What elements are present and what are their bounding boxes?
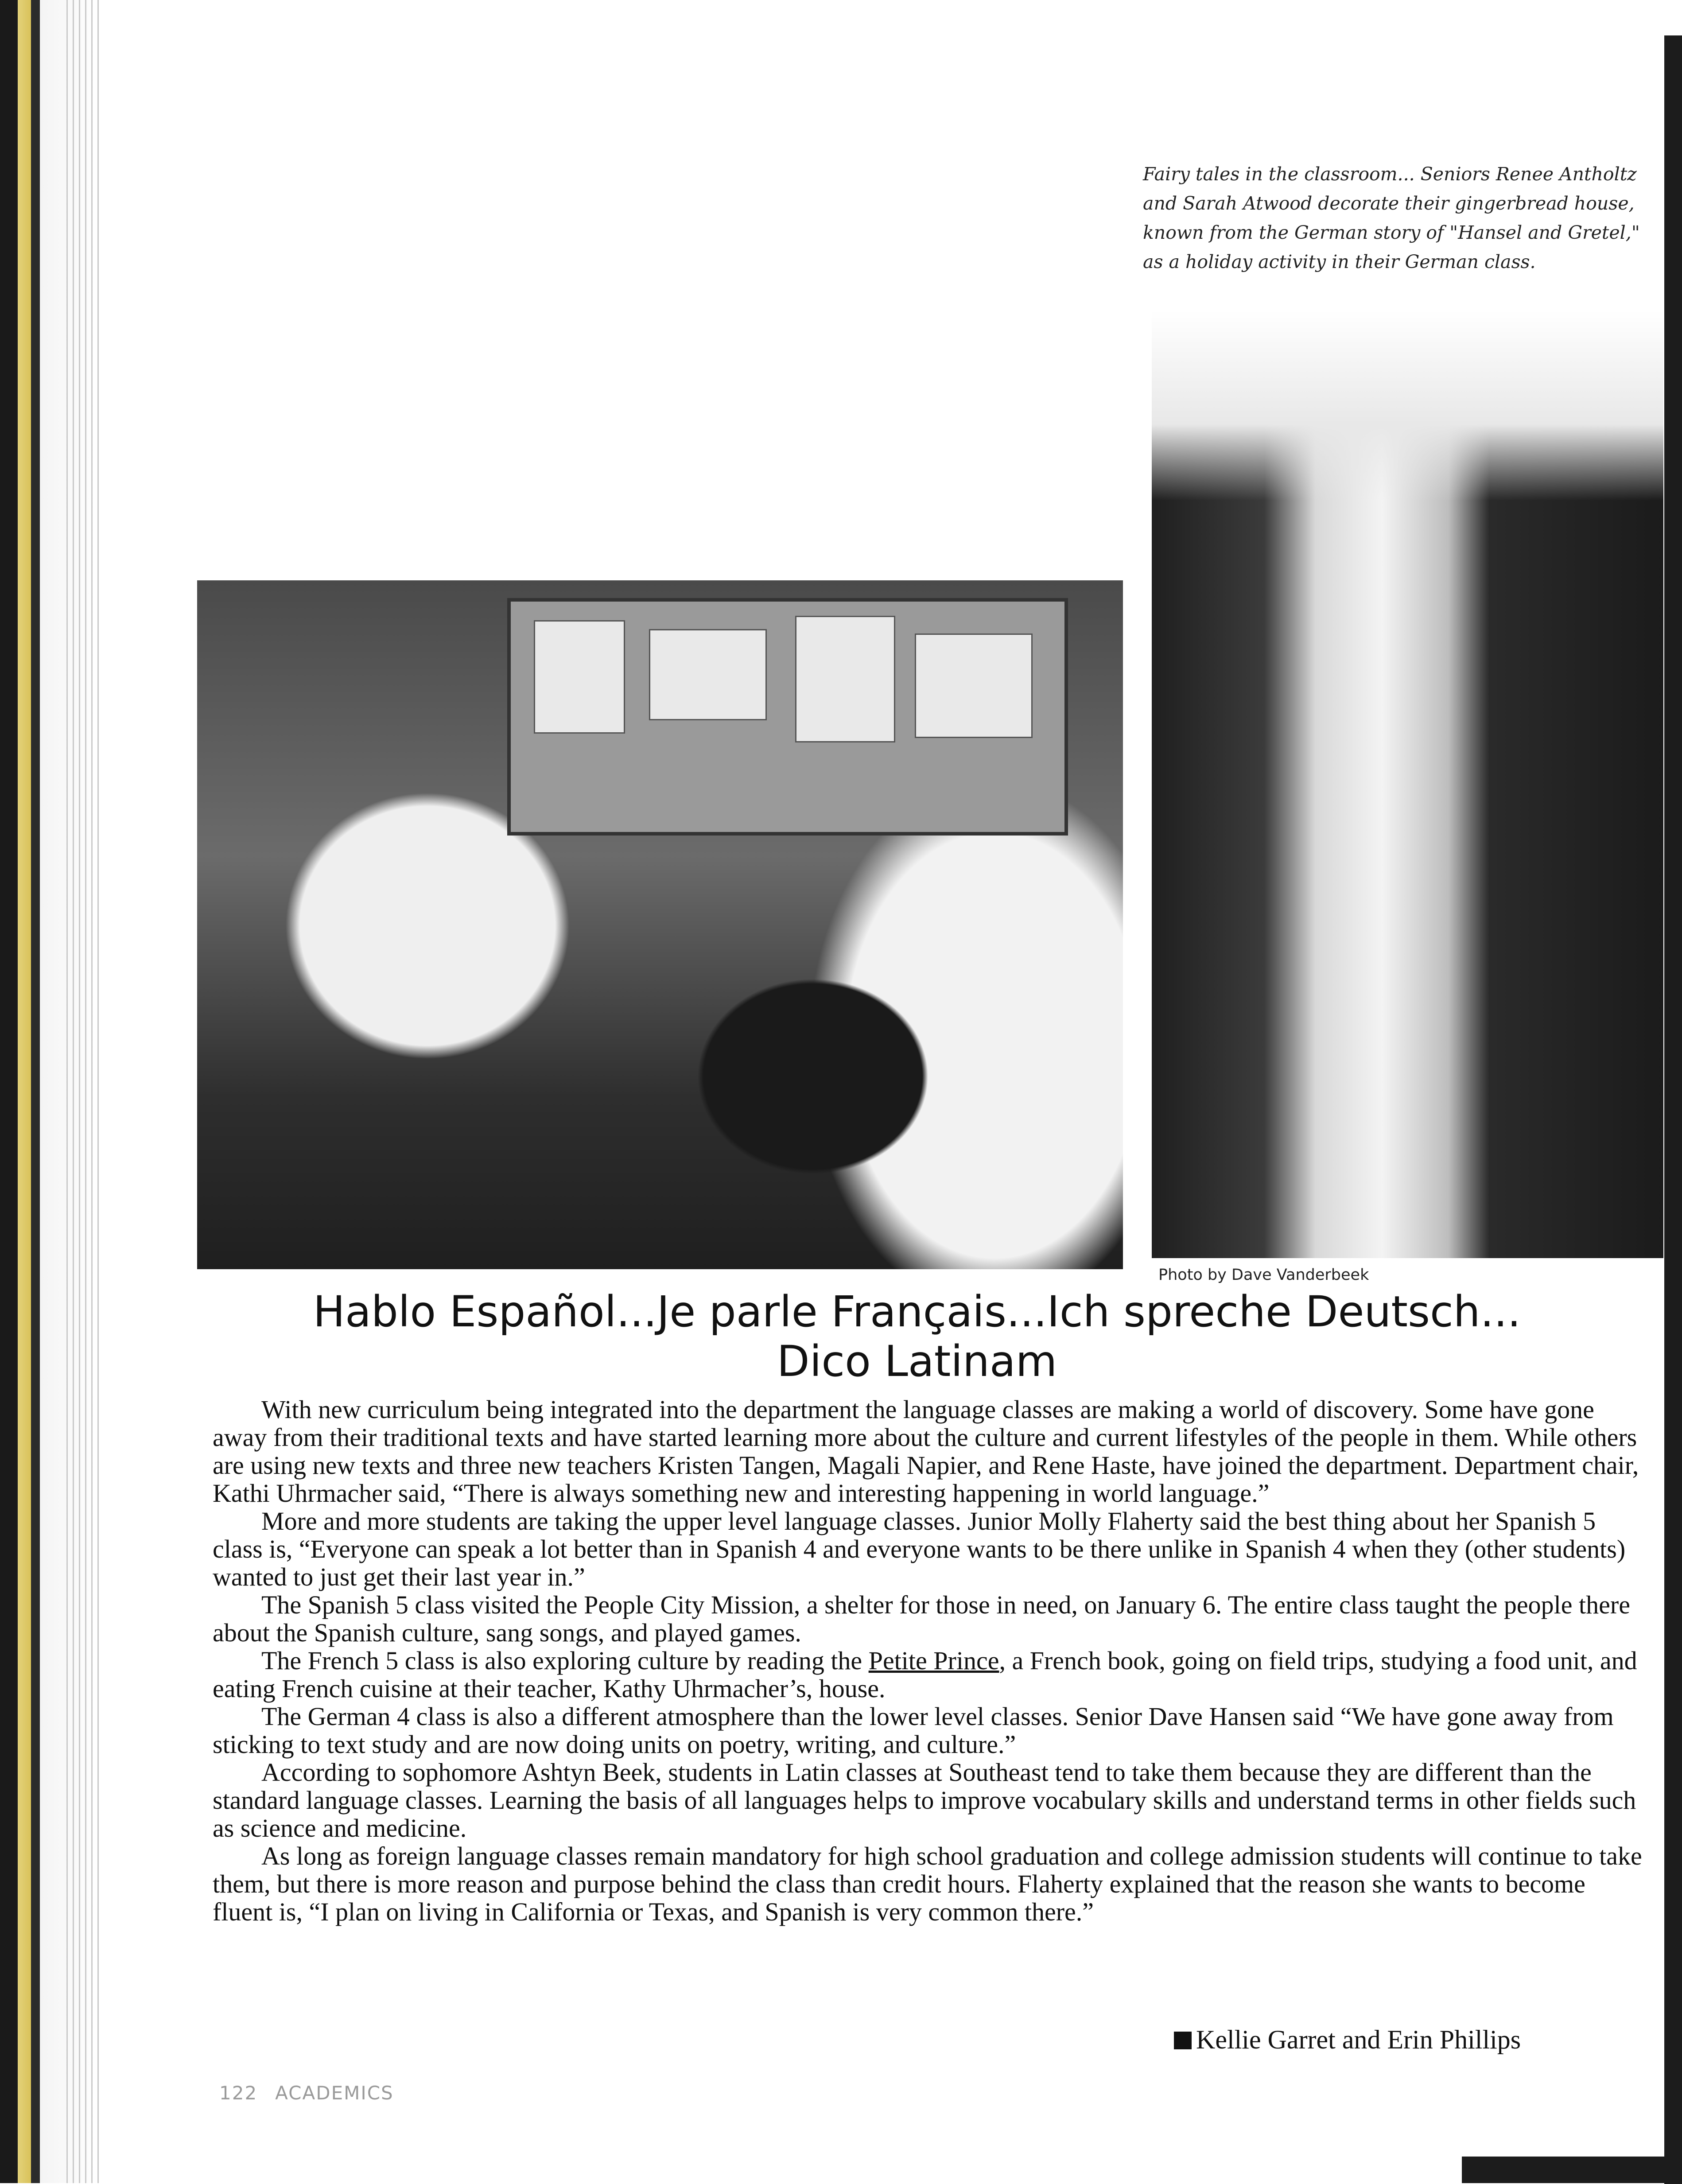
headline xyxy=(197,1287,1637,1386)
headline-line-2: Dico Latinam xyxy=(777,1337,1057,1386)
folio xyxy=(219,2082,394,2104)
article-paragraph: According to sophomore Ashtyn Beek, students in Latin classes at Southeast tend to take them because they are different than the standard language classes. Learning the basis of all languages helps to improve vocabulary skills and understand terms in other fields such as science and medicine. xyxy=(213,1758,1636,1842)
paragraph-text: , a French book, going on field trips, studying a food unit, and eating French cuisine at their teacher, Kathy Uhrmacher’s, house. xyxy=(213,1646,1637,1703)
paragraph-text: The French 5 class is also exploring culture by reading the xyxy=(261,1646,869,1675)
byline-authors: Kellie Garret and Erin Phillips xyxy=(1196,2025,1521,2054)
book-title: Petite Prince xyxy=(868,1646,999,1675)
bottom-page-edge xyxy=(1462,2157,1682,2183)
section-name: ACADEMICS xyxy=(275,2082,394,2104)
photo-credit: Photo by Dave Vanderbeek xyxy=(1158,1266,1369,1284)
article-paragraph xyxy=(213,1647,1648,1702)
page-edges xyxy=(66,0,102,2183)
square-bullet-icon xyxy=(1174,2032,1192,2049)
article-body xyxy=(213,1395,1648,1926)
caption-line: as a holiday activity in their German class. xyxy=(1143,251,1536,272)
classroom-photo xyxy=(197,580,1123,1269)
article-paragraph: More and more students are taking the upper level language classes. Junior Molly Flaherty said the best thing about her Spanish 5 class is, “Everyone can speak a lot better than in Spanish 4 and everyone wants to be there unlike in Spanish 4 when they (other students) wanted to just get their last year in.” xyxy=(213,1507,1626,1591)
byline xyxy=(1174,2025,1521,2055)
poster xyxy=(915,633,1033,738)
gingerbread-photo xyxy=(1152,310,1663,1258)
photo-caption xyxy=(1143,159,1652,276)
page-number: 122 xyxy=(219,2082,258,2104)
caption-line: and Sarah Atwood decorate their gingerbread house, xyxy=(1143,193,1635,214)
article-paragraph: As long as foreign language classes remain mandatory for high school graduation and college admission students will continue to take them, but there is more reason and purpose behind the class than credit hours. Flaherty explained that the reason she wants to become fluent is, “I plan on living in California or Texas, and Spanish is very common there.” xyxy=(213,1842,1642,1926)
photo-highlight xyxy=(1152,310,1663,501)
article-paragraph: The Spanish 5 class visited the People City Mission, a shelter for those in need, on January 6. The entire class taught the people there about the Spanish culture, sang songs, and played games. xyxy=(213,1590,1630,1647)
caption-line: Fairy tales in the classroom... Seniors Renee Antholtz xyxy=(1143,163,1637,185)
headline-line-1: Hablo Español...Je parle Français...Ich spreche Deutsch... xyxy=(313,1287,1521,1337)
right-page-edge xyxy=(1664,35,1682,2184)
article-paragraph: The German 4 class is also a different atmosphere than the lower level classes. Senior Dave Hansen said “We have gone away from sticking to text study and are now doing units on poetry, writing, and culture.” xyxy=(213,1702,1614,1759)
caption-line: known from the German story of "Hansel and Gretel," xyxy=(1143,222,1640,243)
article-paragraph: With new curriculum being integrated into the department the language classes are making a world of discovery. Some have gone away from their traditional texts and have started learning more about the culture and current lifestyles of the people in them. While others are using new texts and three new teachers Kristen Tangen, Magali Napier, and Rene Haste, have joined the department. Department chair, Kathi Uhrmacher said, “There is always something new and interesting happening in world language.” xyxy=(213,1395,1639,1508)
poster xyxy=(649,629,767,720)
poster xyxy=(795,616,895,742)
poster xyxy=(534,620,625,734)
